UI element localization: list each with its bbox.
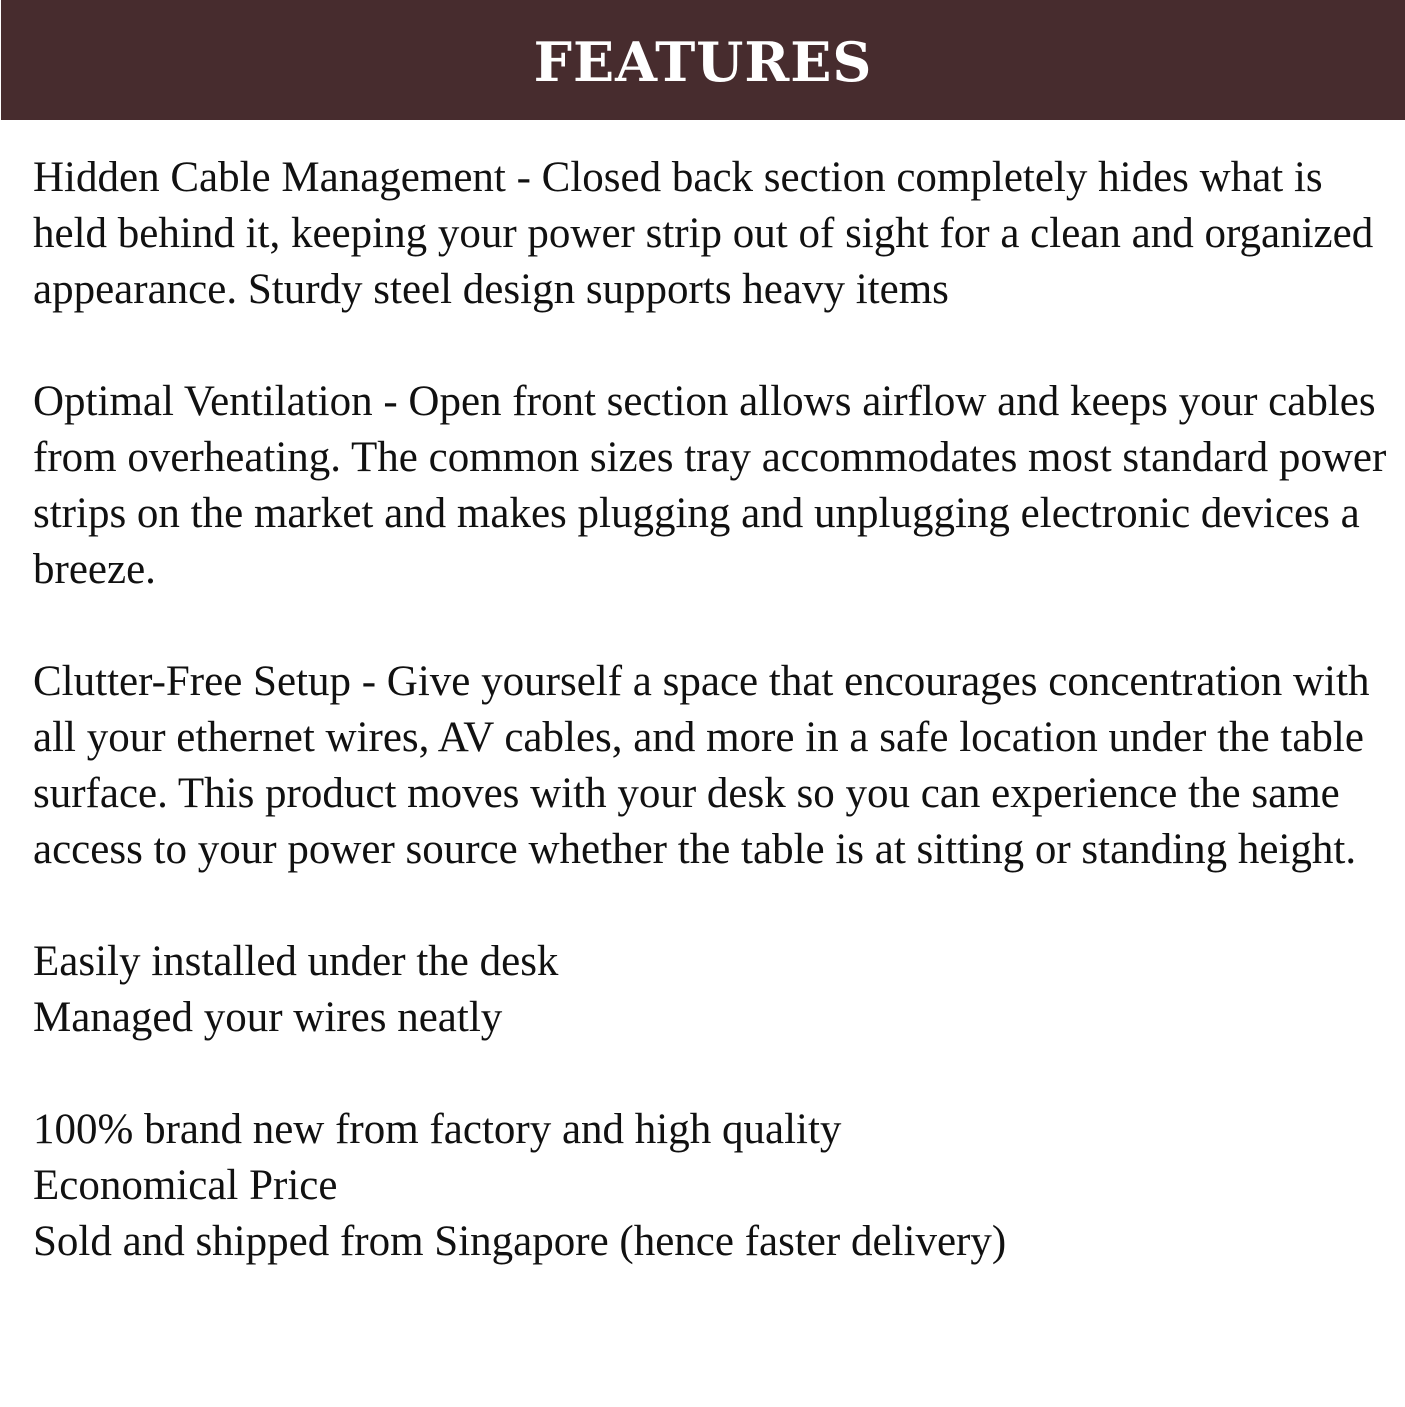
features-header	[1, 0, 1405, 120]
list-item: Easily installed under the desk	[33, 938, 559, 985]
page-title: FEATURES	[533, 30, 873, 94]
features-content	[33, 150, 1395, 1270]
list-item: Managed your wires neatly	[33, 994, 503, 1041]
feature-paragraph-cable-management: Hidden Cable Management - Closed back section completely hides what is held behind it, keeping your power strip out of sight for a clean and organized appearance. Sturdy steel design supports heavy items	[33, 154, 1374, 313]
list-item: 100% brand new from factory and high quality	[33, 1106, 842, 1153]
feature-list-quality	[33, 1102, 1395, 1270]
list-item: Economical Price	[33, 1162, 338, 1209]
feature-paragraph-clutter-free: Clutter-Free Setup - Give yourself a space that encourages concentration with all your ethernet wires, AV cables, and more in a safe location under the table surface. This product moves with your desk so you can experience the same access to your power source whether the table is at sitting or standing height.	[33, 658, 1370, 873]
feature-list-installation	[33, 934, 1395, 1046]
list-item: Sold and shipped from Singapore (hence faster delivery)	[33, 1218, 1007, 1265]
feature-paragraph-ventilation: Optimal Ventilation - Open front section allows airflow and keeps your cables from overheating. The common sizes tray accommodates most standard power strips on the market and makes plugging and unplugging electronic devices a breeze.	[33, 378, 1387, 593]
